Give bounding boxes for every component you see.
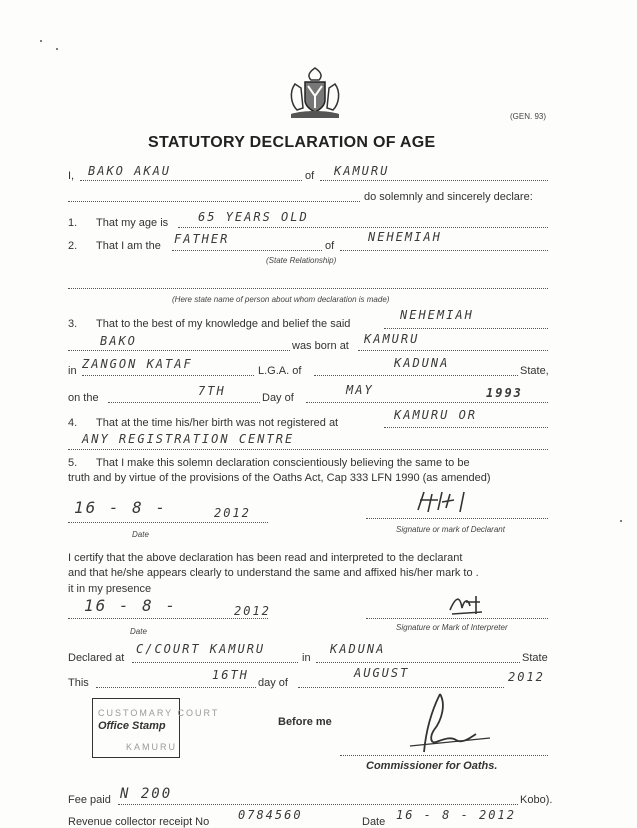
state-label: State, <box>520 365 549 377</box>
commissioner-dots <box>340 755 548 756</box>
subject-name: NEHEMIAH <box>368 230 442 244</box>
declarant-prefix: I, <box>68 170 75 182</box>
declared-state: KADUNA <box>330 642 386 656</box>
item1-number: 1. <box>68 217 78 229</box>
interpretation-date: 16 - 8 - <box>84 596 178 615</box>
office-stamp-label: Office Stamp <box>98 720 166 732</box>
declared-place: C/COURT KAMURU <box>136 642 266 656</box>
this-day-dots <box>96 687 256 688</box>
declaration-year: 2012 <box>214 506 251 520</box>
item4-number: 4. <box>68 417 78 429</box>
before-me-label: Before me <box>278 716 332 728</box>
item5-line1: That I make this solemn declaration conscientiously believing the same to be <box>96 457 470 469</box>
this-month-dots <box>298 687 504 688</box>
declaration-date: 16 - 8 - <box>74 498 168 517</box>
faint-stamp-text1: CUSTOMARY COURT <box>98 708 220 718</box>
birthplace-dots <box>358 350 548 351</box>
commissioner-signature-mark <box>380 690 496 758</box>
commissioner-label: Commissioner for Oaths. <box>366 760 498 772</box>
person-dots <box>68 288 548 289</box>
child-name-first: NEHEMIAH <box>400 308 474 322</box>
fee-value: N 200 <box>120 786 173 802</box>
year-value: 1993 <box>486 386 523 400</box>
day-of-label: Day of <box>262 392 294 404</box>
month-dots <box>306 402 548 403</box>
age-value: 65 YEARS OLD <box>198 210 309 224</box>
declarant-place: KAMURU <box>334 164 390 178</box>
registration-centre: ANY REGISTRATION CENTRE <box>82 432 295 446</box>
lga-label: L.G.A. of <box>258 365 302 377</box>
lga-dots <box>314 375 518 376</box>
interpreter-sign-label: Signature or Mark of Interpreter <box>396 623 508 632</box>
item5-number: 5. <box>68 457 78 469</box>
speck <box>56 48 58 50</box>
receipt-label: Revenue collector receipt No <box>68 816 210 828</box>
child-name2-dots <box>68 350 290 351</box>
declarant-place-dots <box>320 180 548 181</box>
interpreter-signature-mark <box>446 592 488 618</box>
day-of-label2: day of <box>258 677 288 689</box>
coat-of-arms-icon <box>285 64 345 122</box>
relationship-note: (State Relationship) <box>266 256 337 265</box>
of-label: of <box>305 170 315 182</box>
declarant-name: BAKO AKAU <box>88 164 172 178</box>
certify-line1: I certify that the above declaration has been read and interpreted to the declarant <box>68 552 463 564</box>
area-value: ZANGON KATAF <box>82 357 193 371</box>
born-at-label: was born at <box>292 340 349 352</box>
day-dots <box>108 402 260 403</box>
item1-text: That my age is <box>96 217 169 229</box>
certify-line2: and that he/she appears clearly to understand the same and affixed his/her mark to . <box>68 567 479 579</box>
fee-label: Fee paid <box>68 794 111 806</box>
item3-name-dots <box>384 328 548 329</box>
interpretation-year: 2012 <box>234 604 271 618</box>
item2-of: of <box>325 240 335 252</box>
speck <box>40 40 42 42</box>
declared-at-label: Declared at <box>68 652 125 664</box>
relationship-dots <box>172 250 322 251</box>
form-code: (GEN. 93) <box>510 112 547 121</box>
item3-text: That to the best of my knowledge and belief the said <box>96 318 351 330</box>
relationship-value: FATHER <box>174 232 230 246</box>
item4-line2-dots <box>68 449 548 450</box>
this-year-value: 2012 <box>508 670 545 684</box>
date1-dots <box>68 522 268 523</box>
item5-line2: truth and by virtue of the provisions of the Oaths Act, Cap 333 LFN 1990 (as amended) <box>68 472 491 484</box>
receipt-date-label: Date <box>362 816 386 828</box>
declared-state-label: State <box>522 652 548 664</box>
in-label: in <box>68 365 77 377</box>
declared-place-dots <box>132 662 298 663</box>
receipt-number: 0784560 <box>238 808 303 822</box>
subject-dots <box>340 250 548 251</box>
date2-label: Date <box>130 627 147 636</box>
declarant-signature-mark <box>414 488 470 516</box>
this-day-value: 16TH <box>212 668 249 682</box>
this-label: This <box>68 677 89 689</box>
faint-stamp-text2: KAMURU <box>126 742 178 752</box>
fee-dots <box>118 804 518 805</box>
speck <box>620 520 622 522</box>
this-month-value: AUGUST <box>354 666 410 680</box>
item3-number: 3. <box>68 318 78 330</box>
item4-dots <box>384 427 548 428</box>
address-dots <box>68 201 360 202</box>
declared-in-label: in <box>302 652 311 664</box>
lga-value: KADUNA <box>394 356 450 370</box>
item4-text: That at the time his/her birth was not registered at <box>96 417 339 429</box>
interpreter-sign-dots <box>366 618 548 619</box>
item2-number: 2. <box>68 240 78 252</box>
declared-state-dots <box>316 662 520 663</box>
declarant-sign-label: Signature or mark of Declarant <box>396 525 505 534</box>
day-value: 7TH <box>198 384 226 398</box>
certify-line3: it in my presence <box>68 583 152 595</box>
child-name-last: BAKO <box>100 334 137 348</box>
date2-dots <box>68 618 268 619</box>
month-value: MAY <box>346 383 374 397</box>
area-dots <box>82 375 254 376</box>
item1-dots <box>178 227 548 228</box>
registration-place: KAMURU OR <box>394 408 478 422</box>
declarant-name-dots <box>80 180 302 181</box>
date1-label: Date <box>132 530 149 539</box>
birthplace-value: KAMURU <box>364 332 420 346</box>
receipt-date-value: 16 - 8 - 2012 <box>396 808 516 822</box>
item2-text: That I am the <box>96 240 161 252</box>
declarant-sign-dots <box>366 518 548 519</box>
fee-kobo-label: Kobo). <box>520 794 553 806</box>
declare-text: do solemnly and sincerely declare: <box>364 191 533 203</box>
person-note: (Here state name of person about whom declaration is made) <box>172 295 390 304</box>
on-the-label: on the <box>68 392 99 404</box>
page-title: STATUTORY DECLARATION OF AGE <box>148 134 436 151</box>
